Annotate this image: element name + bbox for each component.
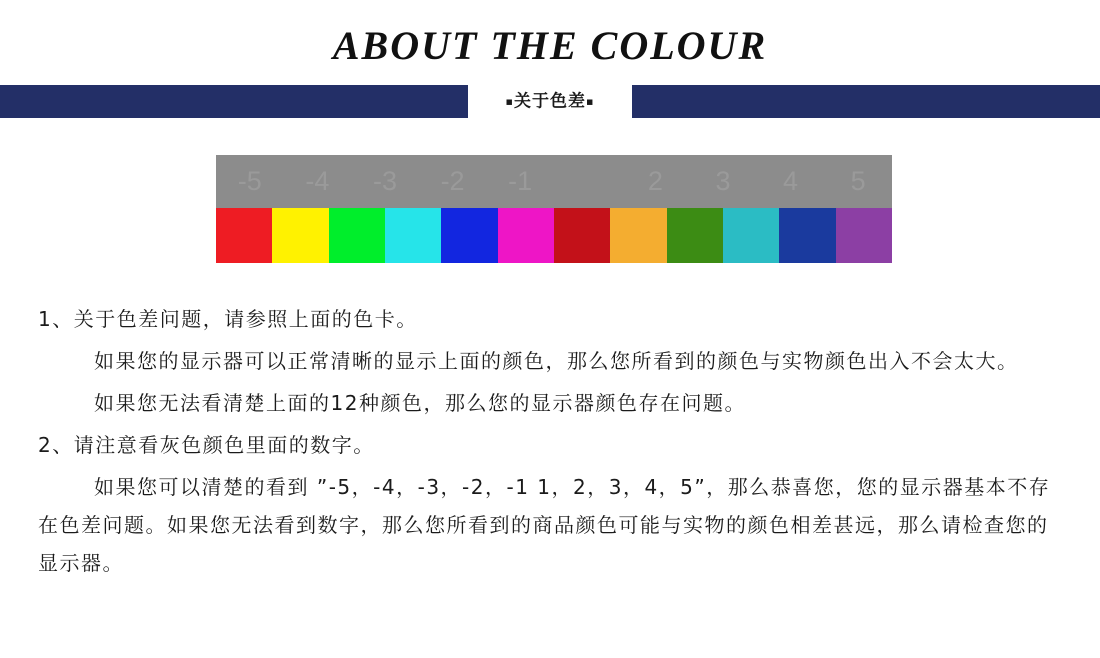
- gray-number-cell: -3: [372, 166, 397, 196]
- gray-number-cell: -1: [508, 166, 533, 196]
- colour-swatch-band: [216, 208, 892, 263]
- colour-swatch-dark-red: [554, 208, 610, 263]
- gray-number-cell: [554, 155, 622, 208]
- page-title-chinese: [468, 85, 632, 118]
- colour-swatch-purple: [836, 208, 892, 263]
- page-title-english: ABOUT THE COLOUR: [332, 23, 768, 68]
- gray-number-cell: -5: [237, 166, 262, 196]
- notice-line-1: 1、关于色差问题，请参照上面的色卡。: [38, 307, 418, 331]
- colour-swatch-red: [216, 208, 272, 263]
- page-header: [0, 0, 1100, 118]
- colour-test-chart: [216, 155, 892, 263]
- colour-swatch-orange-yellow: [610, 208, 666, 263]
- gray-number-cell: 5: [850, 166, 866, 196]
- colour-notice-text: [38, 300, 1068, 586]
- gray-number-cell: 2: [647, 166, 663, 196]
- colour-swatch-magenta: [498, 208, 554, 263]
- gray-number-cell: 3: [715, 166, 731, 196]
- notice-line-3: 如果您无法看清楚上面的12种颜色，那么您的显示器颜色存在问题。: [94, 391, 746, 415]
- notice-line-5: 如果您可以清楚的看到 ”-5，-4，-3，-2，-1 1，2，3，4，5”，那么恭喜您，您的显示器基本不存在色差问题。如果您无法看到数字，那么您所看到的商品颜色可能与实物的颜色相差甚远，那么请检查您的显示器。: [38, 475, 1051, 575]
- colour-swatch-blue: [441, 208, 497, 263]
- colour-swatch-green: [329, 208, 385, 263]
- colour-swatch-dark-green: [667, 208, 723, 263]
- gray-number-cell: -2: [440, 166, 465, 196]
- colour-swatch-dark-blue: [779, 208, 835, 263]
- bullet-right-icon: ▪: [586, 95, 595, 108]
- gray-number-cell: 4: [783, 166, 799, 196]
- page-title-chinese-text: 关于色差: [514, 91, 586, 112]
- bullet-left-icon: ▪: [505, 95, 514, 108]
- colour-swatch-teal: [723, 208, 779, 263]
- notice-line-4: 2、请注意看灰色颜色里面的数字。: [38, 433, 375, 457]
- colour-swatch-yellow: [272, 208, 328, 263]
- gray-number-cell: -4: [305, 166, 330, 196]
- gray-number-band: [216, 155, 892, 208]
- notice-line-2: 如果您的显示器可以正常清晰的显示上面的颜色，那么您所看到的颜色与实物颜色出入不会太大。: [94, 349, 1019, 373]
- colour-swatch-cyan: [385, 208, 441, 263]
